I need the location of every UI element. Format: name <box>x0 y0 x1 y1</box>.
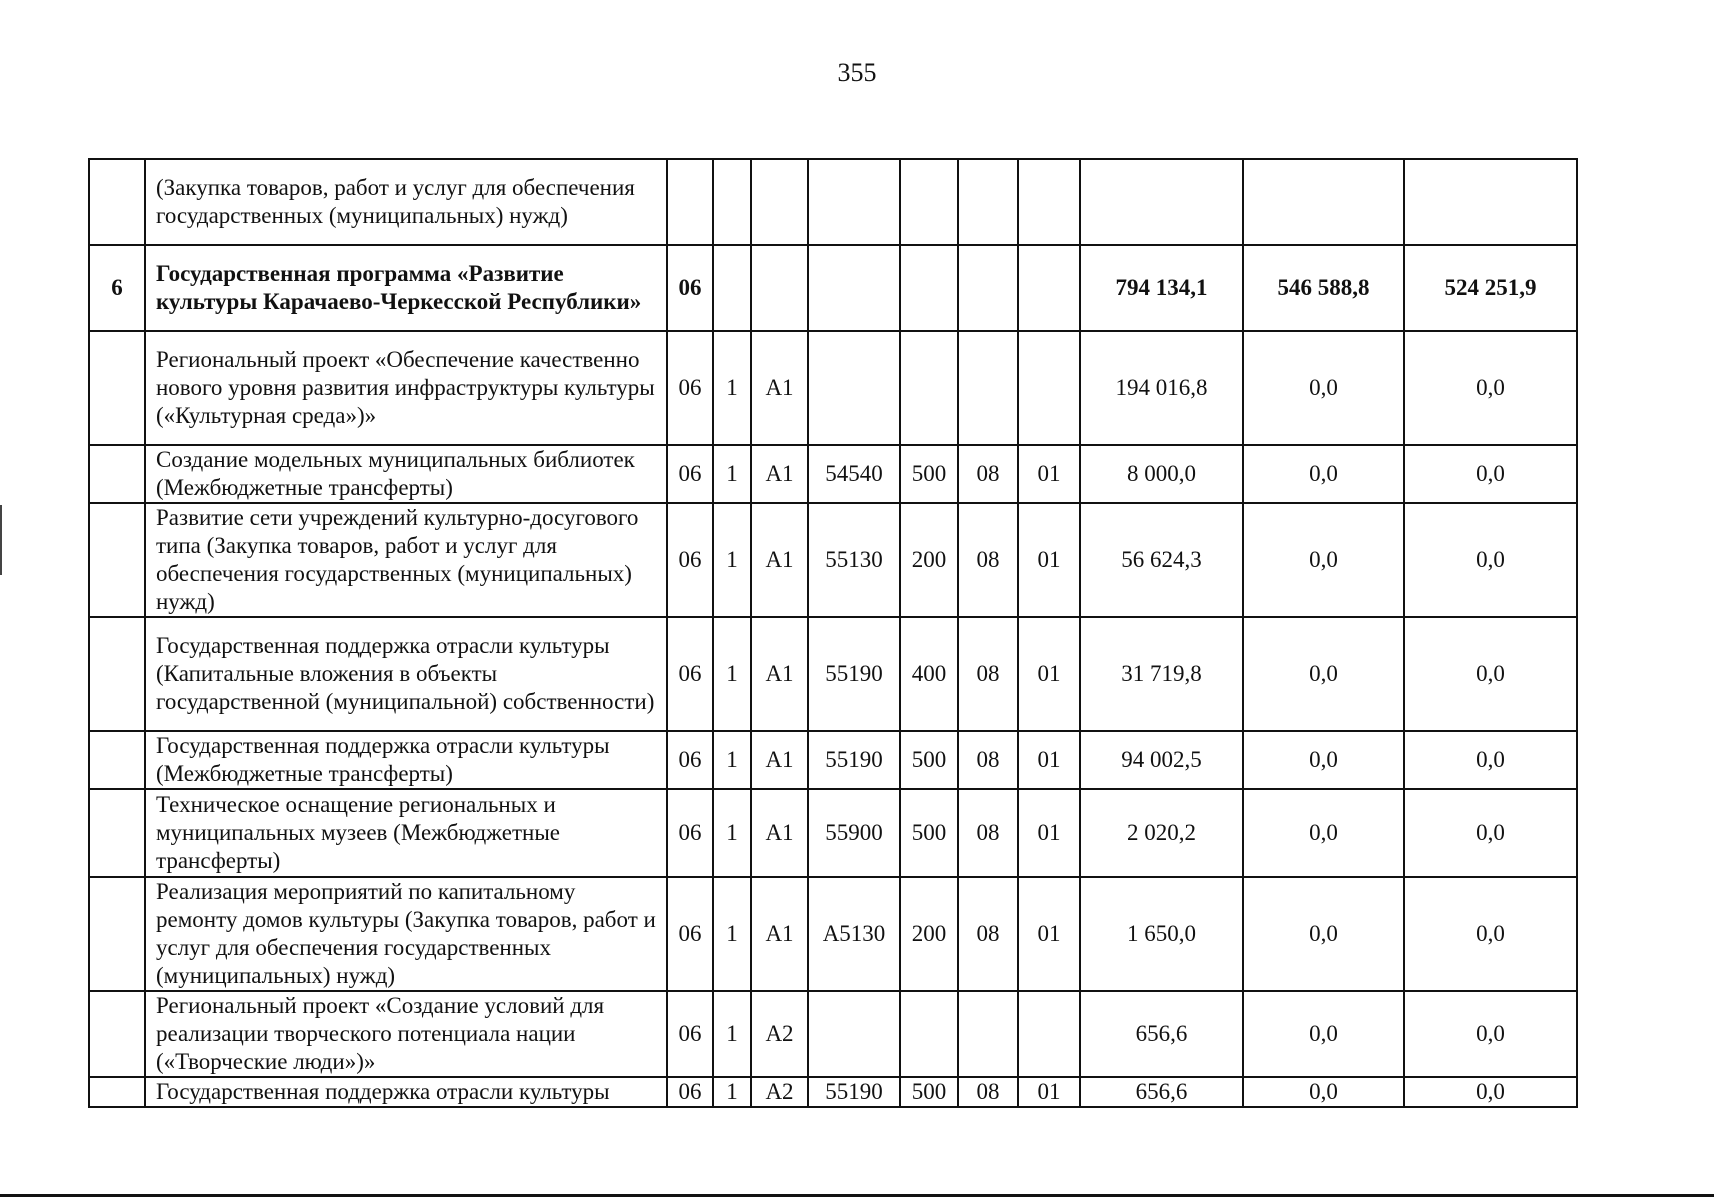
code-subprogram-cell: 1 <box>713 789 751 877</box>
code-expense-type-cell <box>900 245 958 331</box>
amount-year2-cell: 0,0 <box>1243 789 1404 877</box>
amount-year2-cell: 0,0 <box>1243 331 1404 445</box>
amount-year3-cell <box>1404 159 1577 245</box>
code-section-cell: 08 <box>958 445 1018 503</box>
table-row <box>89 159 1577 245</box>
table-row <box>89 1077 1577 1107</box>
code-subprogram-cell: 1 <box>713 331 751 445</box>
row-number-cell <box>89 1077 145 1107</box>
code-subsection-cell: 01 <box>1018 617 1080 731</box>
code-direction-cell: А5130 <box>808 877 900 991</box>
amount-year1-cell: 56 624,3 <box>1080 503 1243 617</box>
code-program-cell: 06 <box>667 331 713 445</box>
code-subsection-cell: 01 <box>1018 731 1080 789</box>
code-direction-cell: 55190 <box>808 1077 900 1107</box>
row-name-cell: Региональный проект «Обеспечение качественно нового уровня развития инфраструктуры культуры («Культурная среда»)» <box>145 331 667 445</box>
code-section-cell: 08 <box>958 877 1018 991</box>
code-direction-cell: 55190 <box>808 617 900 731</box>
row-number-cell <box>89 159 145 245</box>
code-subprogram-cell <box>713 245 751 331</box>
table-row <box>89 877 1577 991</box>
code-project-cell: А1 <box>751 789 808 877</box>
code-expense-type-cell: 400 <box>900 617 958 731</box>
amount-year1-cell: 2 020,2 <box>1080 789 1243 877</box>
code-section-cell <box>958 159 1018 245</box>
code-program-cell: 06 <box>667 503 713 617</box>
code-subsection-cell: 01 <box>1018 877 1080 991</box>
page-bottom-rule <box>0 1194 1714 1197</box>
amount-year3-cell: 0,0 <box>1404 331 1577 445</box>
amount-year1-cell <box>1080 159 1243 245</box>
amount-year2-cell: 0,0 <box>1243 877 1404 991</box>
amount-year2-cell: 0,0 <box>1243 1077 1404 1107</box>
code-program-cell: 06 <box>667 731 713 789</box>
amount-year3-cell: 0,0 <box>1404 991 1577 1077</box>
row-number-cell: 6 <box>89 245 145 331</box>
code-project-cell: А1 <box>751 617 808 731</box>
amount-year3-cell: 524 251,9 <box>1404 245 1577 331</box>
code-expense-type-cell: 500 <box>900 445 958 503</box>
amount-year2-cell: 0,0 <box>1243 445 1404 503</box>
amount-year3-cell: 0,0 <box>1404 1077 1577 1107</box>
amount-year1-cell: 1 650,0 <box>1080 877 1243 991</box>
row-name-cell: Государственная программа «Развитие культуры Карачаево-Черкесской Республики» <box>145 245 667 331</box>
code-section-cell <box>958 991 1018 1077</box>
row-number-cell <box>89 877 145 991</box>
amount-year3-cell: 0,0 <box>1404 789 1577 877</box>
code-expense-type-cell: 500 <box>900 789 958 877</box>
table-row <box>89 503 1577 617</box>
code-section-cell: 08 <box>958 731 1018 789</box>
row-name-cell: Государственная поддержка отрасли культуры (Капитальные вложения в объекты государственной (муниципальной) собственности) <box>145 617 667 731</box>
code-subprogram-cell <box>713 159 751 245</box>
page-number: 355 <box>837 58 877 87</box>
code-expense-type-cell <box>900 331 958 445</box>
code-direction-cell: 55900 <box>808 789 900 877</box>
amount-year1-cell: 656,6 <box>1080 1077 1243 1107</box>
table-row <box>89 789 1577 877</box>
code-subsection-cell: 01 <box>1018 789 1080 877</box>
code-section-cell: 08 <box>958 617 1018 731</box>
code-section-cell: 08 <box>958 1077 1018 1107</box>
amount-year1-cell: 94 002,5 <box>1080 731 1243 789</box>
code-subprogram-cell: 1 <box>713 731 751 789</box>
code-project-cell <box>751 159 808 245</box>
code-direction-cell: 55130 <box>808 503 900 617</box>
amount-year2-cell: 0,0 <box>1243 731 1404 789</box>
code-project-cell: А1 <box>751 331 808 445</box>
row-number-cell <box>89 617 145 731</box>
row-name-cell: (Закупка товаров, работ и услуг для обеспечения государственных (муниципальных) нужд) <box>145 159 667 245</box>
row-number-cell <box>89 445 145 503</box>
amount-year1-cell: 794 134,1 <box>1080 245 1243 331</box>
code-subsection-cell <box>1018 159 1080 245</box>
row-number-cell <box>89 789 145 877</box>
row-number-cell <box>89 991 145 1077</box>
code-section-cell <box>958 331 1018 445</box>
code-direction-cell <box>808 331 900 445</box>
code-subprogram-cell: 1 <box>713 503 751 617</box>
table-row <box>89 991 1577 1077</box>
row-name-cell: Государственная поддержка отрасли культуры (Межбюджетные трансферты) <box>145 731 667 789</box>
amount-year3-cell: 0,0 <box>1404 445 1577 503</box>
code-program-cell: 06 <box>667 991 713 1077</box>
scan-edge-mark <box>0 505 2 575</box>
code-subsection-cell: 01 <box>1018 445 1080 503</box>
code-subprogram-cell: 1 <box>713 877 751 991</box>
code-subsection-cell: 01 <box>1018 1077 1080 1107</box>
code-project-cell: А1 <box>751 877 808 991</box>
row-name-cell: Региональный проект «Создание условий для реализации творческого потенциала нации («Творческие люди»)» <box>145 991 667 1077</box>
code-direction-cell <box>808 245 900 331</box>
table-row <box>89 245 1577 331</box>
amount-year1-cell: 8 000,0 <box>1080 445 1243 503</box>
code-expense-type-cell: 500 <box>900 1077 958 1107</box>
code-expense-type-cell: 200 <box>900 877 958 991</box>
code-subsection-cell <box>1018 991 1080 1077</box>
code-subsection-cell <box>1018 331 1080 445</box>
code-direction-cell: 54540 <box>808 445 900 503</box>
row-name-cell: Создание модельных муниципальных библиотек (Межбюджетные трансферты) <box>145 445 667 503</box>
code-subprogram-cell: 1 <box>713 991 751 1077</box>
code-project-cell: А1 <box>751 445 808 503</box>
code-expense-type-cell: 200 <box>900 503 958 617</box>
code-subprogram-cell: 1 <box>713 617 751 731</box>
budget-table <box>88 158 1578 1108</box>
amount-year1-cell: 656,6 <box>1080 991 1243 1077</box>
code-direction-cell <box>808 159 900 245</box>
table-row <box>89 445 1577 503</box>
code-direction-cell <box>808 991 900 1077</box>
code-expense-type-cell: 500 <box>900 731 958 789</box>
row-number-cell <box>89 503 145 617</box>
amount-year2-cell: 0,0 <box>1243 991 1404 1077</box>
code-project-cell: А2 <box>751 991 808 1077</box>
table-row <box>89 617 1577 731</box>
code-subsection-cell <box>1018 245 1080 331</box>
table-row <box>89 331 1577 445</box>
table-body <box>89 159 1577 1107</box>
code-project-cell <box>751 245 808 331</box>
code-direction-cell: 55190 <box>808 731 900 789</box>
code-subprogram-cell: 1 <box>713 445 751 503</box>
amount-year2-cell: 546 588,8 <box>1243 245 1404 331</box>
amount-year3-cell: 0,0 <box>1404 617 1577 731</box>
code-program-cell: 06 <box>667 445 713 503</box>
code-program-cell <box>667 159 713 245</box>
code-program-cell: 06 <box>667 789 713 877</box>
code-project-cell: А1 <box>751 503 808 617</box>
table-row <box>89 731 1577 789</box>
code-section-cell <box>958 245 1018 331</box>
amount-year2-cell: 0,0 <box>1243 617 1404 731</box>
row-name-cell: Государственная поддержка отрасли культуры <box>145 1077 667 1107</box>
code-expense-type-cell <box>900 159 958 245</box>
code-project-cell: А1 <box>751 731 808 789</box>
row-name-cell: Реализация мероприятий по капитальному ремонту домов культуры (Закупка товаров, работ и услуг для обеспечения государственных (муниципальных) нужд) <box>145 877 667 991</box>
row-number-cell <box>89 331 145 445</box>
row-name-cell: Развитие сети учреждений культурно-досугового типа (Закупка товаров, работ и услуг для обеспечения государственных (муниципальных) нужд) <box>145 503 667 617</box>
amount-year2-cell: 0,0 <box>1243 503 1404 617</box>
code-project-cell: А2 <box>751 1077 808 1107</box>
code-program-cell: 06 <box>667 1077 713 1107</box>
code-section-cell: 08 <box>958 503 1018 617</box>
code-subsection-cell: 01 <box>1018 503 1080 617</box>
amount-year2-cell <box>1243 159 1404 245</box>
row-name-cell: Техническое оснащение региональных и муниципальных музеев (Межбюджетные трансферты) <box>145 789 667 877</box>
amount-year3-cell: 0,0 <box>1404 503 1577 617</box>
code-program-cell: 06 <box>667 245 713 331</box>
code-section-cell: 08 <box>958 789 1018 877</box>
code-program-cell: 06 <box>667 617 713 731</box>
code-expense-type-cell <box>900 991 958 1077</box>
code-subprogram-cell: 1 <box>713 1077 751 1107</box>
amount-year1-cell: 31 719,8 <box>1080 617 1243 731</box>
amount-year1-cell: 194 016,8 <box>1080 331 1243 445</box>
code-program-cell: 06 <box>667 877 713 991</box>
row-number-cell <box>89 731 145 789</box>
amount-year3-cell: 0,0 <box>1404 877 1577 991</box>
amount-year3-cell: 0,0 <box>1404 731 1577 789</box>
